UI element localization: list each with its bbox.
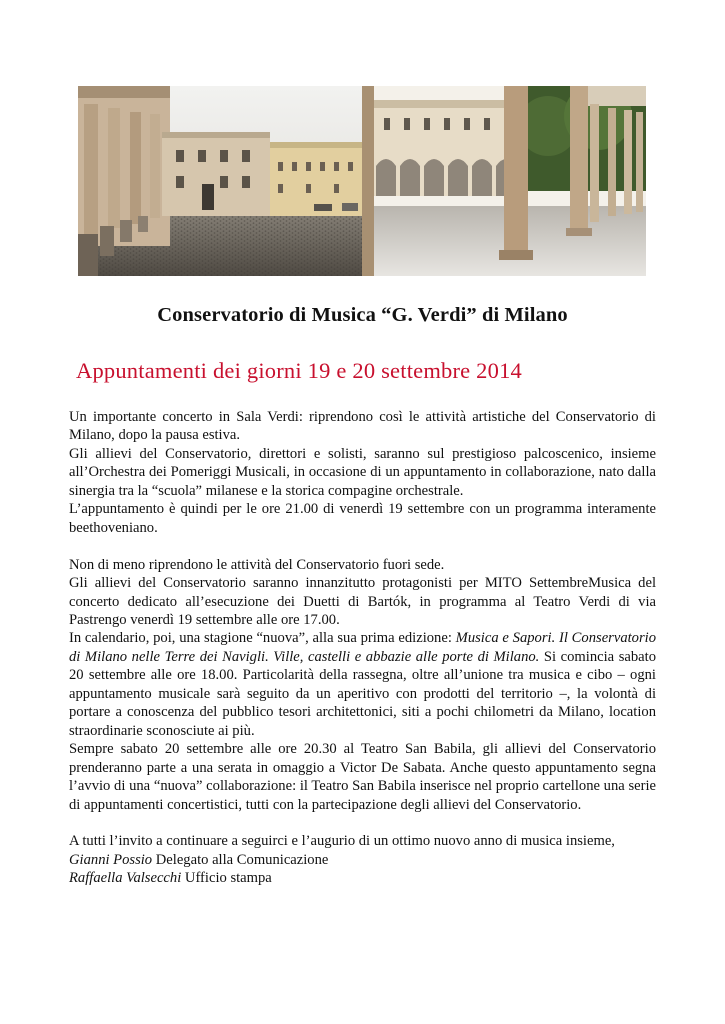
right-photo-cloister xyxy=(362,86,646,276)
signatory-role: Delegato alla Comunicazione xyxy=(152,851,329,868)
signature-line-2 xyxy=(69,869,656,887)
paragraph-spacer xyxy=(69,537,656,555)
paragraph-intro: Un importante concerto in Sala Verdi: riprendono così le attività artistiche del Conservatorio di Milano, dopo la pausa estiva. xyxy=(69,409,656,444)
paragraph-appointment: L’appuntamento è quindi per le ore 21.00 di venerdì 19 settembre con un programma interamente beethoveniano. xyxy=(69,501,656,536)
signatory-name: Gianni Possio xyxy=(69,851,153,868)
season-intro-text: In calendario, poi, una stagione “nuova”, alla sua prima edizione: xyxy=(69,630,456,647)
paragraph-spacer xyxy=(69,814,656,832)
paragraph-outside-venue: Non di meno riprendono le attività del Conservatorio fuori sede. xyxy=(69,556,445,573)
signatory-name: Raffaella Valsecchi xyxy=(69,870,182,887)
paragraph-orchestra: Gli allievi del Conservatorio, direttori e solisti, saranno sul prestigioso palcoscenico, insieme all’Orchestra dei Pomeriggi Musicali, in occasione di un appuntamento in collaborazione, nato dalla sinergia tra la “scuola” milanese e la storica compagine orchestrale. xyxy=(69,445,656,499)
paragraph-mito: Gli allievi del Conservatorio saranno innanzitutto protagonisti per MITO SettembreMusica del concerto dedicato all’esecuzione dei Duetti di Bartók, in programma al Teatro Verdi di via Pastrengo venerdì 19 settembre alle ore 17.00. xyxy=(69,575,656,628)
left-photo-piazza xyxy=(78,86,362,276)
season-title: Musica e Sapori. Il Conservatorio di Milano nelle Terre dei Navigli. Ville, castelli e abbazie alle porte di Milano. xyxy=(69,630,657,665)
article-body xyxy=(69,408,656,888)
signature-line-1 xyxy=(69,851,656,869)
season-details-text: Si comincia sabato 20 settembre alle ore 18.00. Particolarità della rassegna, oltre all’unione tra musica e cibo – ogni appuntamento musicale sarà seguito da un aperitivo con prodotti del territorio –, la volontà di portare a conoscenza del pubblico tesori architettonici, siti a pochi chilometri da Milano, location straordinarie sconosciute ai più. xyxy=(69,648,656,739)
paragraph-season xyxy=(69,629,656,740)
page-title: Conservatorio di Musica “G. Verdi” di Milano xyxy=(157,304,568,326)
signatory-role: Ufficio stampa xyxy=(181,870,272,887)
page-subtitle: Appuntamenti dei giorni 19 e 20 settembre 2014 xyxy=(76,358,522,383)
header-photo-collage xyxy=(78,86,646,276)
paragraph-closing: A tutti l’invito a continuare a seguirci e l’augurio di un ottimo nuovo anno di musica insieme, xyxy=(69,833,615,850)
paragraph-san-babila: Sempre sabato 20 settembre alle ore 20.30 al Teatro San Babila, gli allievi del Conservatorio prenderanno parte a una serata in omaggio a Victor De Sabata. Anche questo appuntamento segna l’avvio di una “nuova” collaborazione: il Teatro San Babila inserisce nel proprio cartellone una serie di appuntamenti concertistici, tutti con la partecipazione degli allievi del Conservatorio. xyxy=(69,741,656,813)
